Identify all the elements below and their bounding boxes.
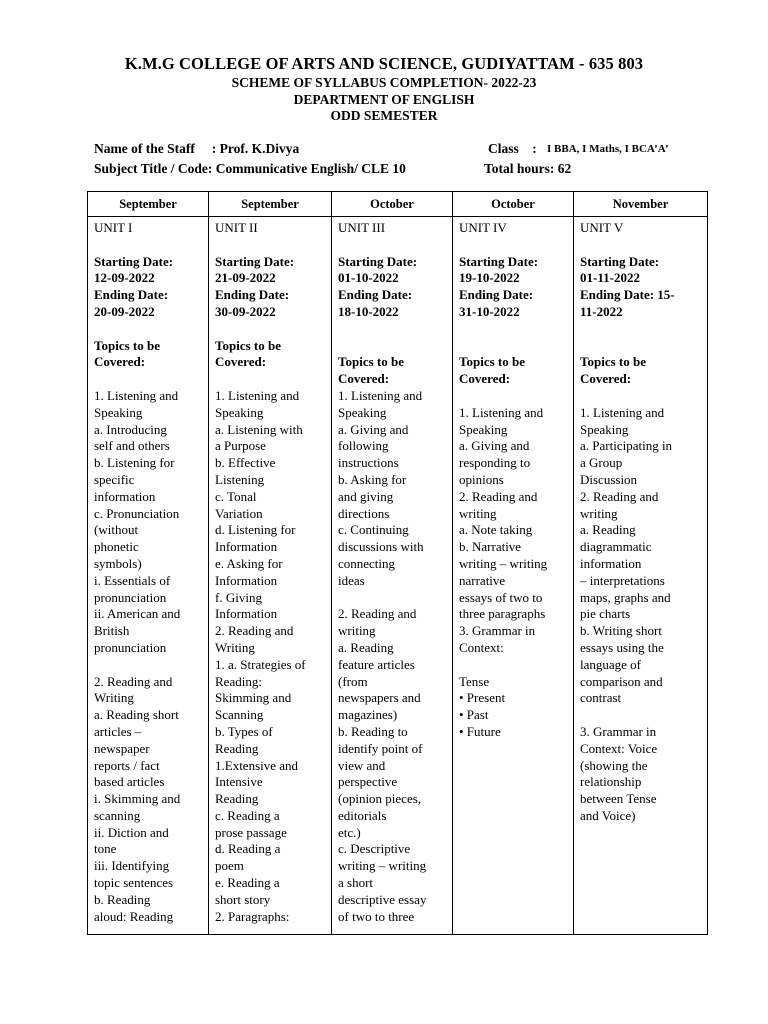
unit-cell (453, 217, 574, 935)
topic-line: essays of two to (459, 589, 543, 605)
topic-line: Information (215, 539, 278, 555)
topics-heading: Topics to be (94, 337, 160, 353)
topic-line: 2. Paragraphs: (215, 908, 290, 924)
topic-line: a. Note taking (459, 522, 533, 538)
date-line: Starting Date: (94, 253, 174, 269)
topic-line: c. Tonal (215, 488, 257, 504)
month-header: November (574, 192, 708, 217)
unit-cell (574, 217, 708, 935)
topic-line: and Voice) (580, 807, 636, 823)
topic-line: phonetic (94, 539, 139, 555)
topic-line: directions (338, 505, 390, 521)
date-line: 01-11-2022 (580, 270, 640, 286)
topic-line: 1. Listening and (459, 404, 544, 420)
date-line: Starting Date: (338, 253, 418, 269)
topic-line: feature articles (338, 656, 415, 672)
topic-line: Context: Voice (580, 740, 658, 756)
topic-line: connecting (338, 555, 396, 571)
topic-line: Tense (459, 673, 490, 689)
topic-line: pronunciation (94, 589, 167, 605)
topic-line: following (338, 438, 389, 454)
department-title: DEPARTMENT OF ENGLISH (293, 92, 475, 107)
topic-line: writing (338, 623, 376, 639)
topics-heading: Topics to be (338, 354, 404, 370)
topic-line: writing – writing (338, 858, 427, 874)
topic-line: writing (580, 505, 618, 521)
topic-line: 1. Listening and (215, 387, 300, 403)
topic-line: Information (215, 572, 278, 588)
scheme-title: SCHEME OF SYLLABUS COMPLETION- 2022-23 (231, 75, 537, 90)
date-line: 12-09-2022 (94, 270, 155, 286)
topic-line: Skimming and (215, 690, 292, 706)
topic-line: 3. Grammar in (580, 723, 657, 739)
topic-line: a. Giving and (338, 421, 409, 437)
topic-line: information (580, 555, 642, 571)
topic-line: perspective (338, 774, 398, 790)
topic-line: a. Giving and (459, 438, 530, 454)
topic-line: (opinion pieces, (338, 791, 422, 807)
topic-line: Speaking (459, 421, 508, 437)
topic-line: • Past (459, 707, 489, 723)
topic-line: i. Skimming and (94, 791, 181, 807)
topic-line: writing – writing (459, 555, 548, 571)
topic-line: newspaper (94, 740, 150, 756)
topic-line: (showing the (580, 757, 648, 773)
topic-line: Intensive (215, 774, 263, 790)
topic-line: between Tense (580, 791, 657, 807)
topics-heading: Topics to be (215, 337, 281, 353)
topic-line: Speaking (215, 404, 264, 420)
topic-line: 3. Grammar in (459, 623, 536, 639)
class-label: Class : (488, 141, 537, 156)
topic-line: British (94, 623, 130, 639)
topic-line: diagrammatic (580, 539, 652, 555)
topic-line: 1. Listening and (94, 387, 179, 403)
date-line: 20-09-2022 (94, 303, 155, 319)
date-line: 19-10-2022 (459, 270, 520, 286)
topics-heading: Covered: (94, 354, 146, 370)
topic-line: b. Listening for (94, 455, 175, 471)
topic-line: 1. Listening and (580, 404, 665, 420)
topic-line: maps, graphs and (580, 589, 671, 605)
topic-line: c. Descriptive (338, 841, 411, 857)
topic-line: pronunciation (94, 639, 167, 655)
topics-heading: Covered: (338, 371, 390, 387)
topic-line: b. Types of (215, 723, 273, 739)
topic-line: tone (94, 841, 117, 857)
unit-cell (88, 217, 209, 935)
unit-row (88, 217, 708, 935)
topic-line: relationship (580, 774, 642, 790)
topic-line: prose passage (215, 824, 287, 840)
topic-line: (from (338, 673, 368, 689)
topic-line: poem (215, 858, 244, 874)
topic-line: topic sentences (94, 875, 174, 891)
topic-line: Variation (215, 505, 263, 521)
topic-line: 1. a. Strategies of (215, 656, 306, 672)
date-line: Ending Date: (459, 287, 534, 303)
topic-line: b. Effective (215, 455, 276, 471)
topic-line: articles – (94, 723, 142, 739)
date-line: 21-09-2022 (215, 270, 276, 286)
date-line: 30-09-2022 (215, 303, 276, 319)
date-line: Starting Date: (580, 253, 660, 269)
topic-line: ideas (338, 572, 365, 588)
topic-line: of two to three (338, 908, 415, 924)
topic-line: • Present (459, 690, 506, 706)
month-header: September (88, 192, 209, 217)
topic-line: view and (338, 757, 386, 773)
topic-line: b. Asking for (338, 471, 407, 487)
topic-line: c. Continuing (338, 522, 409, 538)
topic-line: a short (338, 875, 374, 891)
month-header: October (453, 192, 574, 217)
topic-line: newspapers and (338, 690, 421, 706)
topic-line: descriptive essay (338, 891, 427, 907)
unit-label: UNIT II (215, 220, 258, 235)
date-line: 11-2022 (580, 303, 623, 319)
date-line: 18-10-2022 (338, 303, 399, 319)
topic-line: iii. Identifying (94, 858, 170, 874)
topic-line: opinions (459, 471, 504, 487)
unit-cell (209, 217, 332, 935)
topic-line: a. Reading (338, 639, 394, 655)
topic-line: Context: (459, 639, 504, 655)
unit-label: UNIT I (94, 220, 133, 235)
topic-line: symbols) (94, 555, 142, 571)
topic-line: Discussion (580, 471, 638, 487)
topics-heading: Covered: (580, 371, 632, 387)
topic-line: Information (215, 606, 278, 622)
topic-line: identify point of (338, 740, 423, 756)
topic-line: a Group (580, 455, 623, 471)
topic-line: b. Reading (94, 891, 151, 907)
topic-line: – interpretations (580, 572, 665, 588)
topic-line: short story (215, 891, 271, 907)
topic-line: Reading (215, 791, 259, 807)
topic-line: a. Reading short (94, 707, 179, 723)
topic-line: ii. Diction and (94, 824, 169, 840)
topic-line: 1.Extensive and (215, 757, 299, 773)
topic-line: self and others (94, 438, 170, 454)
month-header-row (88, 192, 708, 217)
topic-line: c. Pronunciation (94, 505, 180, 521)
topic-line: a. Reading (580, 522, 636, 538)
date-line: Ending Date: 15- (580, 287, 675, 303)
topic-line: and giving (338, 488, 394, 504)
topic-line: 2. Reading and (94, 673, 173, 689)
topics-heading: Covered: (215, 354, 267, 370)
topic-line: narrative (459, 572, 506, 588)
topic-line: c. Reading a (215, 807, 280, 823)
staff-name: Name of the Staff : Prof. K.Divya (94, 141, 300, 156)
topic-line: Speaking (94, 404, 143, 420)
unit-label: UNIT III (338, 220, 386, 235)
date-line: 01-10-2022 (338, 270, 399, 286)
subject-title: Subject Title / Code: Communicative English/ CLE 10 (94, 161, 406, 176)
topic-line: etc.) (338, 824, 361, 840)
topic-line: a. Introducing (94, 421, 167, 437)
topic-line: Reading (215, 740, 259, 756)
syllabus-table (87, 191, 708, 935)
topic-line: specific (94, 471, 135, 487)
month-header: September (209, 192, 332, 217)
unit-label: UNIT IV (459, 220, 507, 235)
topic-line: 2. Reading and (338, 606, 417, 622)
date-line: Starting Date: (215, 253, 295, 269)
topic-line: magazines) (338, 707, 398, 723)
total-hours: Total hours: 62 (484, 161, 572, 176)
topic-line: comparison and (580, 673, 663, 689)
topic-line: reports / fact (94, 757, 160, 773)
topic-line: f. Giving (215, 589, 262, 605)
topics-heading: Covered: (459, 371, 511, 387)
topic-line: discussions with (338, 539, 424, 555)
topic-line: • Future (459, 723, 501, 739)
topic-line: essays using the (580, 639, 664, 655)
topic-line: b. Reading to (338, 723, 408, 739)
topic-line: b. Narrative (459, 539, 522, 555)
topic-line: 1. Listening and (338, 387, 423, 403)
topic-line: Speaking (338, 404, 387, 420)
topic-line: i. Essentials of (94, 572, 171, 588)
topic-line: based articles (94, 774, 165, 790)
class-value: I BBA, I Maths, I BCA’A’ (547, 143, 669, 155)
topic-line: instructions (338, 455, 399, 471)
topic-line: a. Participating in (580, 438, 673, 454)
topic-line: Scanning (215, 707, 264, 723)
topic-line: language of (580, 656, 642, 672)
topic-line: responding to (459, 455, 531, 471)
topic-line: Writing (215, 639, 255, 655)
date-line: Starting Date: (459, 253, 539, 269)
date-line: Ending Date: (215, 287, 290, 303)
topic-line: Listening (215, 471, 265, 487)
topic-line: Speaking (580, 421, 629, 437)
college-title: K.M.G COLLEGE OF ARTS AND SCIENCE, GUDIYATTAM - 635 803 (124, 54, 644, 73)
topics-heading: Topics to be (459, 354, 525, 370)
topic-line: information (94, 488, 156, 504)
topic-line: ii. American and (94, 606, 181, 622)
topic-line: contrast (580, 690, 622, 706)
topic-line: pie charts (580, 606, 631, 622)
month-header: October (332, 192, 453, 217)
topic-line: a. Listening with (215, 421, 303, 437)
topic-line: editorials (338, 807, 387, 823)
unit-label: UNIT V (580, 220, 624, 235)
topic-line: scanning (94, 807, 141, 823)
unit-cell (332, 217, 453, 935)
date-line: 31-10-2022 (459, 303, 520, 319)
topic-line: 2. Reading and (215, 623, 294, 639)
topic-line: d. Listening for (215, 522, 296, 538)
topic-line: b. Writing short (580, 623, 662, 639)
date-line: Ending Date: (94, 287, 169, 303)
topics-heading: Topics to be (580, 354, 646, 370)
topic-line: three paragraphs (459, 606, 546, 622)
topic-line: d. Reading a (215, 841, 281, 857)
topic-line: 2. Reading and (459, 488, 538, 504)
topic-line: Writing (94, 690, 134, 706)
topic-line: (without (94, 522, 139, 538)
topic-line: writing (459, 505, 497, 521)
topic-line: a Purpose (215, 438, 266, 454)
topic-line: 2. Reading and (580, 488, 659, 504)
date-line: Ending Date: (338, 287, 413, 303)
topic-line: aloud: Reading (94, 908, 174, 924)
topic-line: e. Reading a (215, 875, 280, 891)
semester-title: ODD SEMESTER (330, 108, 438, 123)
topic-line: e. Asking for (215, 555, 283, 571)
topic-line: Reading: (215, 673, 262, 689)
